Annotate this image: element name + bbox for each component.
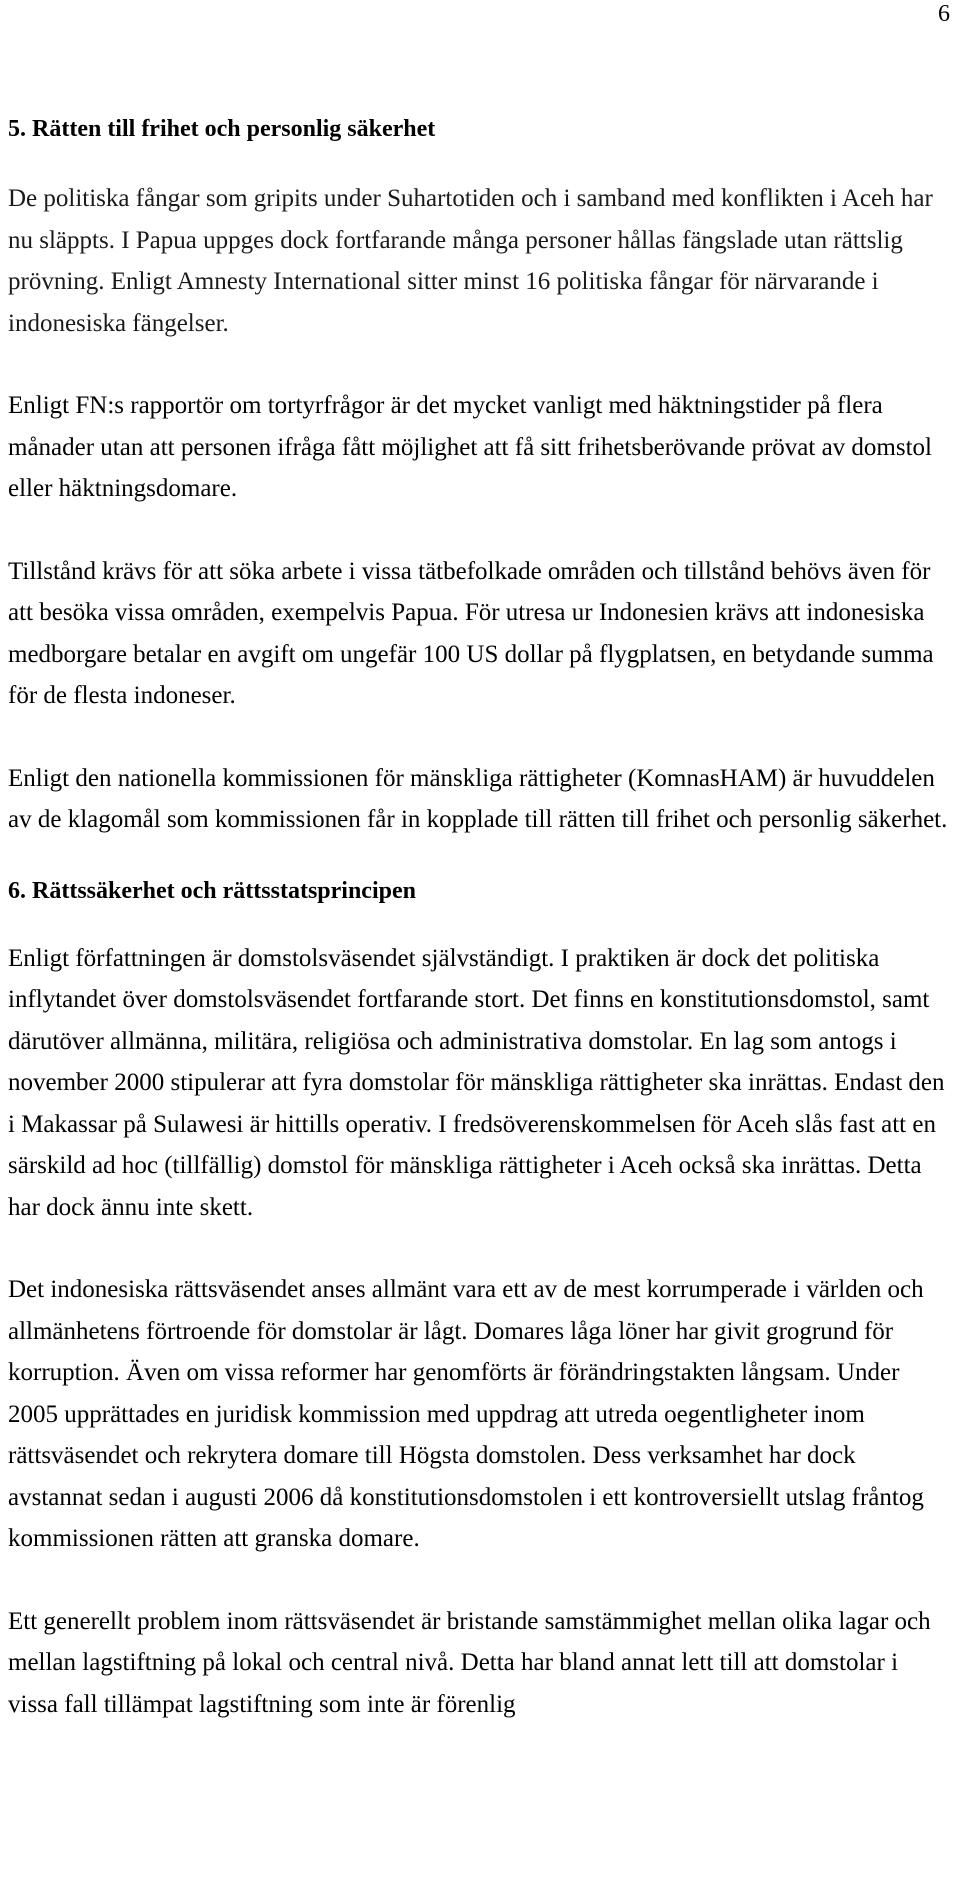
paragraph: De politiska fångar som gripits under Suhartotiden och i samband med konflikten i Aceh har nu släppts. I Papua uppges dock fortfarande många personer hållas fängslade utan rättslig prövning. Enligt Amnesty International sitter minst 16 politiska fångar för närvarande i indonesiska fängelser. <box>8 185 933 337</box>
section-heading-5: 5. Rätten till frihet och personlig säkerhet <box>8 116 436 142</box>
page-number: 6 <box>938 1 950 27</box>
document-body <box>8 114 953 1725</box>
paragraph: Enligt FN:s rapportör om tortyrfrågor är det mycket vanligt med häktningstider på flera månader utan att personen ifråga fått möjlighet att få sitt frihetsberövande prövat av domstol eller häktningsdomare. <box>8 392 932 502</box>
section-heading-6: 6. Rättssäkerhet och rättsstatsprincipen <box>8 877 416 904</box>
paragraph: Tillstånd krävs för att söka arbete i vissa tätbefolkade områden och tillstånd behövs även för att besöka vissa områden, exempelvis Papua. För utresa ur Indonesien krävs att indonesiska medborgare betalar en avgift om ungefär 100 US dollar på flygplatsen, en betydande summa för de flesta indoneser. <box>8 557 934 709</box>
paragraph: Det indonesiska rättsväsendet anses allmänt vara ett av de mest korrumperade i världen och allmänhetens förtroende för domstolar är lågt. Domares låga löner har givit grogrund för korruption. Även om vissa reformer har genomförts är förändringstakten långsam. Under 2005 upprättades en juridisk kommission med uppdrag att utreda oegentligheter inom rättsväsendet och rekrytera domare till Högsta domstolen. Dess verksamhet har dock avstannat sedan i augusti 2006 då konstitutionsdomstolen i ett kontroversiellt utslag fråntog kommissionen rätten att granska domare. <box>8 1276 924 1552</box>
paragraph: Ett generellt problem inom rättsväsendet är bristande samstämmighet mellan olika lagar och mellan lagstiftning på lokal och central nivå. Detta har bland annat lett till att domstolar i vissa fall tillämpat lagstiftning som inte är förenlig <box>8 1607 931 1718</box>
paragraph: Enligt den nationella kommissionen för mänskliga rättigheter (KomnasHAM) är huvuddelen av de klagomål som kommissionen får in kopplade till rätten till frihet och personlig säkerhet. <box>8 764 948 833</box>
paragraph: Enligt författningen är domstolsväsendet självständigt. I praktiken är dock det politiska inflytandet över domstolsväsendet fortfarande stort. Det finns en konstitutionsdomstol, samt därutöver allmänna, militära, religiösa och administrativa domstolar. En lag som antogs i november 2000 stipulerar att fyra domstolar för mänskliga rättigheter ska inrättas. Endast den i Makassar på Sulawesi är hittills operativ. I fredsöverenskommelsen för Aceh slås fast att en särskild ad hoc (tillfällig) domstol för mänskliga rättigheter i Aceh också ska inrättas. Detta har dock ännu inte skett. <box>8 944 945 1221</box>
